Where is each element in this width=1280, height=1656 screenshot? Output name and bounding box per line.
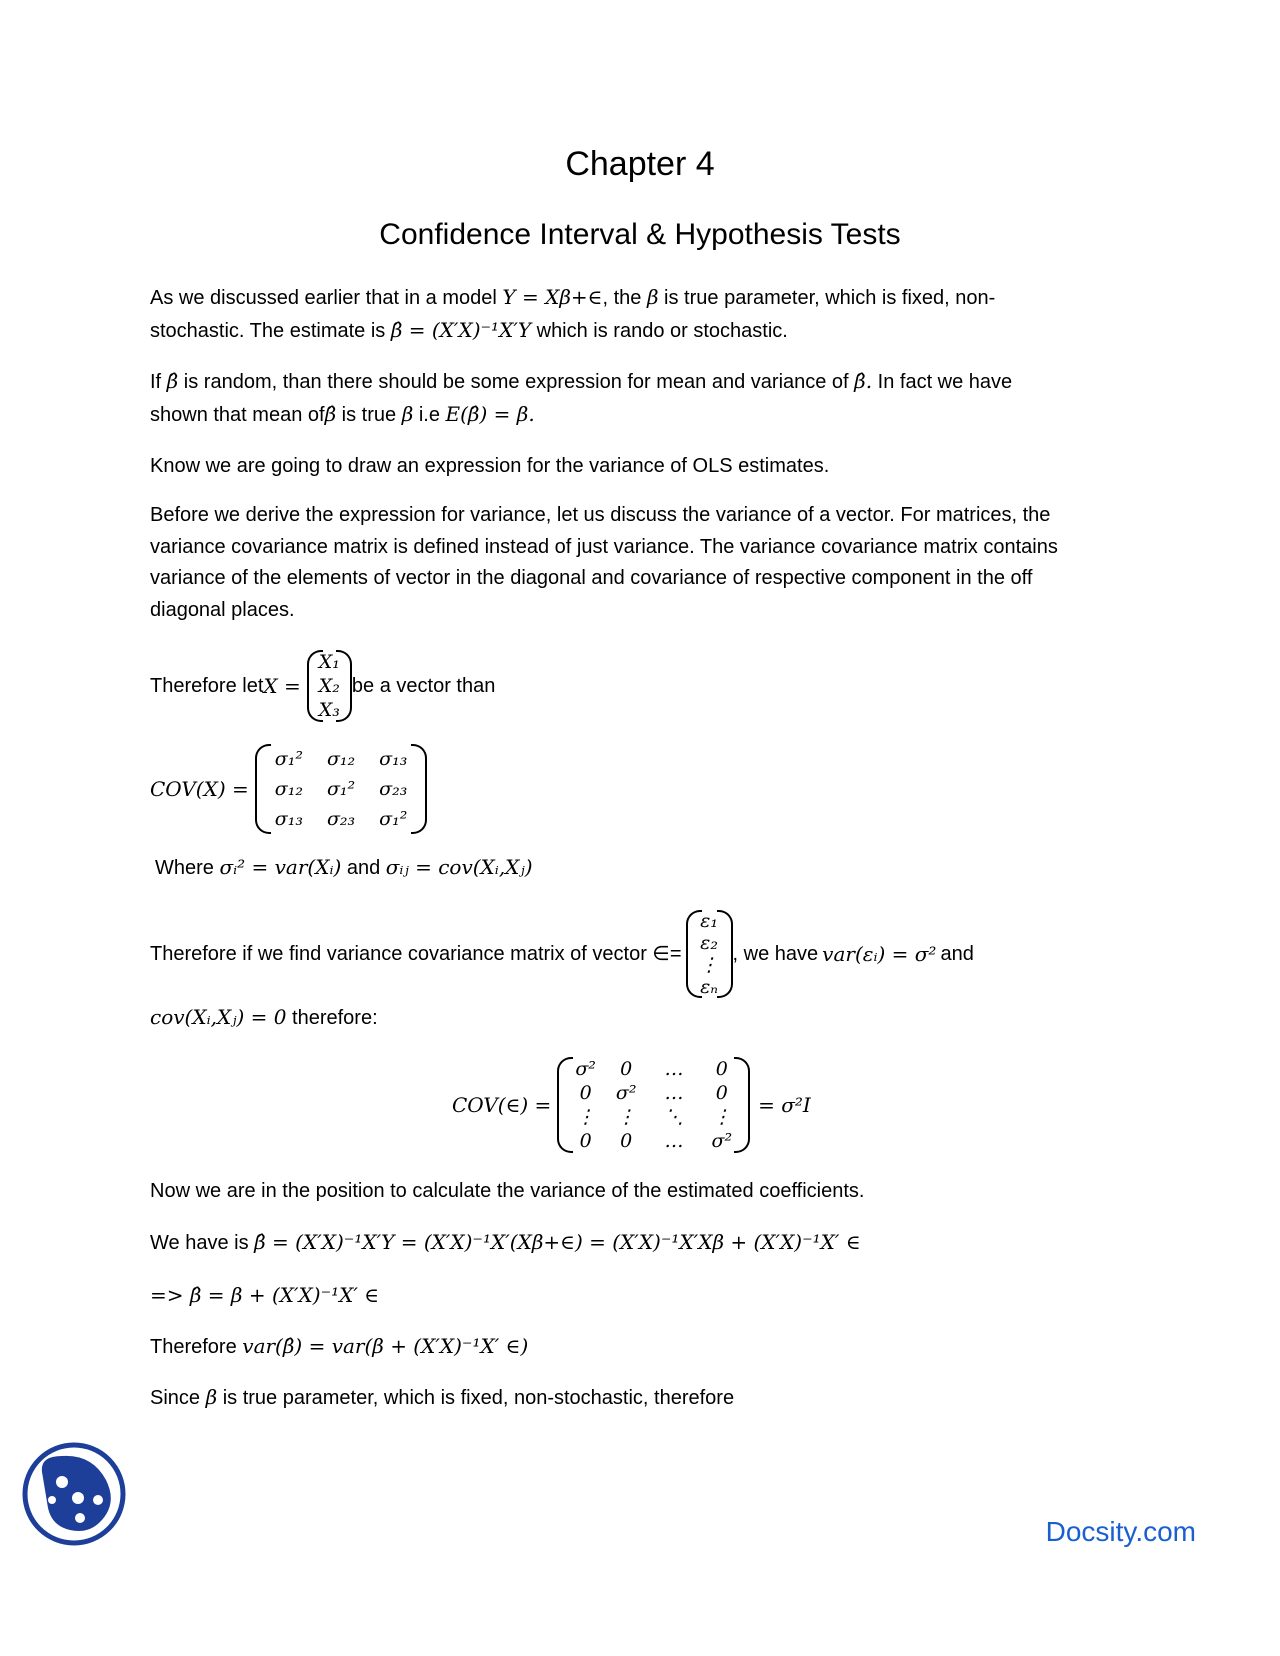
equation: var(εᵢ) = σ² xyxy=(822,942,937,966)
text: is random, than there should be some expression for mean and variance of xyxy=(178,371,855,393)
text: Where xyxy=(155,857,220,879)
cov-epsilon-equation xyxy=(452,1052,811,1158)
text: shown that mean of xyxy=(150,404,325,426)
symbol: β xyxy=(646,285,659,309)
matrix-cell: σ₂₃ xyxy=(326,808,356,830)
equation: = σ²I xyxy=(758,1093,811,1117)
matrix-cell: σ₁² xyxy=(379,808,408,830)
matrix-cell: σ₂₃ xyxy=(379,778,408,800)
right-paren xyxy=(336,650,352,722)
text: Therefore let xyxy=(150,675,264,697)
matrix-cell: εₙ xyxy=(700,976,718,998)
paragraph-intro xyxy=(150,281,1110,347)
paragraph-position: Now we are in the position to calculate the variance of the estimated coefficients. xyxy=(150,1180,865,1202)
matrix-cell: σ₁₃ xyxy=(379,748,408,770)
matrix-cell: σ₁₂ xyxy=(274,778,303,800)
text: In fact we have xyxy=(872,371,1013,393)
matrix-cell: ⋮ xyxy=(712,1106,732,1128)
left-paren xyxy=(686,910,702,998)
equation: β̂ = (X′X)⁻¹X′Y xyxy=(390,318,532,342)
matrix-cell: σ² xyxy=(615,1082,637,1104)
cov-x-matrix xyxy=(255,744,428,834)
matrix-cell: … xyxy=(664,1058,684,1080)
matrix-cell: σ₁₃ xyxy=(274,808,303,830)
matrix-cell: ⋮ xyxy=(576,1106,596,1128)
vector-x-definition xyxy=(150,648,1110,724)
text: As we discussed earlier that in a model xyxy=(150,287,503,309)
matrix-cell: X₂ xyxy=(318,675,340,697)
matrix-cell: ⋮ xyxy=(616,1106,636,1128)
paragraph-since xyxy=(150,1381,1110,1414)
text: is true xyxy=(336,404,402,426)
cov-x-equation xyxy=(150,745,1110,833)
paragraph-random xyxy=(150,365,1110,431)
paragraph-ols: Know we are going to draw an expression for the variance of OLS estimates. xyxy=(150,455,830,477)
matrix-cell: σ² xyxy=(575,1058,596,1080)
matrix-cell: σ₁² xyxy=(326,778,356,800)
paragraph-beta-hat-derivation xyxy=(150,1226,1150,1259)
right-paren xyxy=(734,1057,750,1153)
matrix-cell: ⋮ xyxy=(699,954,719,976)
text: If xyxy=(150,371,167,393)
matrix-cell: X₃ xyxy=(318,699,340,721)
matrix-cell: ⋱ xyxy=(664,1106,684,1128)
matrix-cell: 0 xyxy=(620,1130,633,1152)
vector-x-matrix xyxy=(307,650,352,722)
text: and xyxy=(341,857,386,879)
matrix-cell: 0 xyxy=(620,1058,633,1080)
matrix-cell: 0 xyxy=(715,1082,728,1104)
text: , we have xyxy=(732,943,819,965)
docsity-logo-icon[interactable] xyxy=(22,1442,126,1546)
matrix-cell: ε₁ xyxy=(700,910,718,932)
equation: => β̂ = β + (X′X)⁻¹X′ ∈ xyxy=(150,1283,380,1307)
cov-epsilon-matrix xyxy=(557,1057,750,1153)
text: is true parameter, which is fixed, non- xyxy=(658,287,996,309)
text: is true parameter, which is fixed, non-stochastic, therefore xyxy=(217,1387,735,1409)
vector-epsilon-matrix xyxy=(686,910,733,998)
equation: σᵢⱼ = cov(Xᵢ,Xⱼ) xyxy=(385,855,533,879)
matrix-cell: σ² xyxy=(711,1130,733,1152)
text: i.e xyxy=(413,404,446,426)
left-paren xyxy=(255,744,271,834)
symbol: β̂ xyxy=(166,369,179,393)
matrix-cell: σ₁₂ xyxy=(326,748,356,770)
equation: X = xyxy=(263,674,301,698)
text: therefore: xyxy=(286,1007,378,1029)
text: which is rando or stochastic. xyxy=(531,320,788,342)
symbol: β̂ xyxy=(324,402,337,426)
vector-epsilon-definition xyxy=(150,905,1150,1003)
text: stochastic. The estimate is xyxy=(150,320,391,342)
chapter-title: Chapter 4 xyxy=(565,145,715,183)
right-paren xyxy=(411,744,427,834)
paragraph-where xyxy=(155,851,1115,884)
equation: σᵢ² = var(Xᵢ) xyxy=(219,855,342,879)
matrix-cell: ε₂ xyxy=(700,932,718,954)
matrix-cell: 0 xyxy=(579,1082,592,1104)
text: Therefore xyxy=(150,1336,243,1358)
equation: COV(X) = xyxy=(150,777,249,801)
right-paren xyxy=(717,910,733,998)
paragraph-cov-zero xyxy=(150,1001,1110,1034)
equation: cov(Xᵢ,Xⱼ) = 0 xyxy=(150,1005,287,1029)
matrix-cell: 0 xyxy=(579,1130,592,1152)
text: , the xyxy=(602,287,647,309)
equation: Y = Xβ+∈ xyxy=(502,285,603,309)
paragraph-beta-hat-result xyxy=(150,1279,1110,1312)
symbol: β̂. xyxy=(854,369,873,393)
page-subtitle: Confidence Interval & Hypothesis Tests xyxy=(379,218,901,251)
left-paren xyxy=(557,1057,573,1153)
matrix-cell: … xyxy=(664,1130,684,1152)
equation: var(β̂) = var(β + (X′X)⁻¹X′ ∈) xyxy=(242,1334,529,1358)
symbol: β xyxy=(205,1385,218,1409)
equation: β̂ = (X′X)⁻¹X′Y = (X′X)⁻¹X′(Xβ+∈) = (X′X)⁻¹X′Xβ + (X′X)⁻¹X′ ∈ xyxy=(254,1230,861,1254)
matrix-cell: 0 xyxy=(715,1058,728,1080)
matrix-cell: σ₁² xyxy=(274,748,303,770)
text: Therefore if we find variance covariance matrix of vector ∈= xyxy=(150,943,682,965)
symbol: β xyxy=(401,402,414,426)
text: Since xyxy=(150,1387,206,1409)
equation: COV(∈) = xyxy=(452,1093,552,1117)
paragraph-vector-variance: Before we derive the expression for variance, let us discuss the variance of a vector. For matrices, the variance covariance matrix is defined instead of just variance. The variance covariance matrix contains variance of the elements of vector in the diagonal and covariance of respective component in the off diagonal places. xyxy=(150,504,1058,621)
matrix-cell: X₁ xyxy=(318,651,340,673)
equation: E(β̂) = β. xyxy=(445,402,535,426)
text: be a vector than xyxy=(351,675,496,697)
text: We have is xyxy=(150,1232,255,1254)
paragraph-variance xyxy=(150,1330,1110,1363)
matrix-cell: … xyxy=(664,1082,684,1104)
text: and xyxy=(940,943,974,965)
left-paren xyxy=(307,650,323,722)
brand-link[interactable]: Docsity.com xyxy=(1045,1516,1196,1547)
